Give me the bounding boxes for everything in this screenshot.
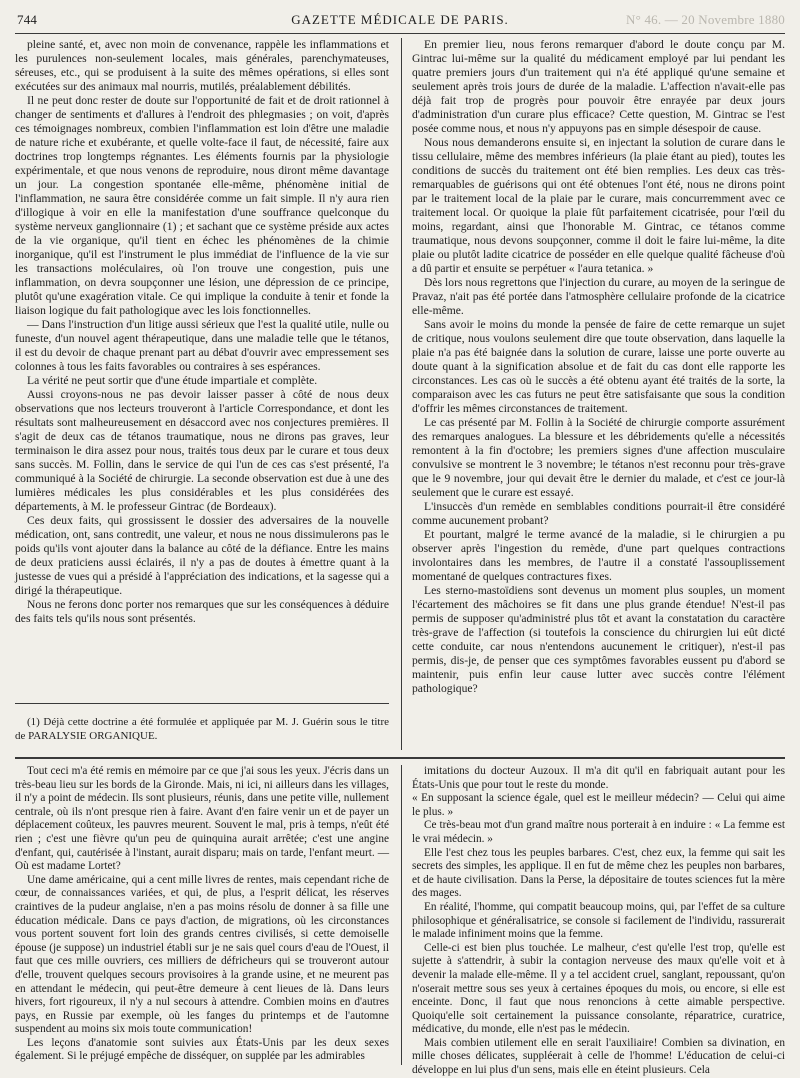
- paragraph: L'insuccès d'un remède en semblables conditions pourrait-il être considéré comme aucunement probant?: [412, 500, 785, 527]
- section-rule: [15, 757, 785, 759]
- paragraph: Tout ceci m'a été remis en mémoire par ce que j'ai sous les yeux. J'écris dans un très-beau lieu sur les bords de la Gironde. Mais, ni ici, ni ailleurs dans les villages, il n'y a point de médecin. Ils sont plusieurs, réunis, dans une petite ville, nullement centrale, où ils n'ont presque rien à faire. Avant d'en faire venir un et de payer un déplacement coûteux, les pauvres meurent. Souvent le mal, pris à temps, n'eût été rien ; c'est une fièvre qu'un peu de quinquina aurait arrêtée; c'est une angine d'enfant, qui, cautérisée à l'instant, aurait disparu; mais on tarde, l'enfant meurt. — Où est madame Lortet?: [15, 765, 389, 873]
- paragraph: Sans avoir le moins du monde la pensée de faire de cette remarque un sujet de critique, nous voulons seulement dire que toute observation, dans laquelle la plaie n'a pas été baignée dans la solution de curare, laisse une porte ouverte au doute quant à la signification absolue et de fait du cas dont elle rapporte les circonstances. Les cas où le succès a été obtenu ayant été traités de la sorte, la comparaison avec les cas futurs ne peut être satisfaisante que sous la condition d'offrir les mêmes circonstances de traitement.: [412, 318, 785, 415]
- paragraph: La vérité ne peut sortir que d'une étude impartiale et complète.: [27, 374, 318, 387]
- journal-title: GAZETTE MÉDICALE DE PARIS.: [291, 12, 509, 27]
- paragraph: Nous ne ferons donc porter nos remarques que sur les conséquences à déduire des faits tels qu'ils nous sont présentés.: [15, 598, 389, 625]
- page-header: [15, 10, 785, 32]
- paragraph: Dès lors nous regrettons que l'injection du curare, au moyen de la seringue de Pravaz, n'ait pas été portée dans l'atmosphère cellulaire profonde de la cicatrice elle-même.: [412, 276, 785, 317]
- quote: « En supposant la science égale, quel est le meilleur médecin? — Celui qui aime le plus. »: [412, 792, 785, 818]
- paragraph: Celle-ci est bien plus touchée. Le malheur, c'est qu'elle l'est trop, qu'elle est sujette à s'attendrir, à subir la contagion nerveuse des maux qu'elle voit et à devenir la malade elle-même. Il y a tel accident cruel, sanglant, repoussant, qu'on n'oserait mettre sous ses yeux à certaines époques du mois, ou encore, si elle est enceinte. Donc, il faut que nous renoncions à cette aimable perspective. Quoiqu'elle soit certainement la puissance consolante, réparatrice, curatrice, médicative, du monde, elle n'est pas le médecin.: [412, 941, 785, 1036]
- paragraph: Elle l'est chez tous les peuples barbares. C'est, chez eux, la femme qui sait les secrets des simples, les applique. Il en fut de même chez les peuples non barbares, et de haute civilisation. Dans la Perse, la dépositaire de toutes sciences fut la mère des mages.: [412, 846, 785, 900]
- paragraph: Il ne peut donc rester de doute sur l'opportunité de fait et de droit rationnel à changer de sentiments et d'allures à l'endroit des phlegmasies ; on voit, d'après ces témoignages nombreux, combien l'inflammation est loin d'être une maladie de nature riche et exubérante, et quelle volte-face il faut, de nécessité, faire aux doctrines trop longtemps régnantes. Les éléments fournis par la physiologie expérimentale, et que nous venons de reproduire, nous diront même davantage un jour. La congestion spontanée elle-même, phénomène initial de l'inflammation, ne saura être considérée comme un fait simple. Il n'y aura rien d'illogique à voir en elle la manifestation d'une souffrance quelconque du système nerveux ganglionnaire (1) ; et sachant que ce système préside aux actes de la vie organique, qu'il tient en échec les phénomènes de la chimie inorganique, qu'il est l'instrument le plus immédiat de l'influence de la vie sur les transactions moléculaires, où l'on trouve une congestion, puis une inflammation, on devra soupçonner une lésion, une dépression de ce principe, plutôt qu'une exagération vitale. Ce qui implique la conduite à tenir et fonde la liaison logique du fait pathologique avec les lois fonctionnelles.: [15, 94, 389, 317]
- paragraph: Une dame américaine, qui a cent mille livres de rentes, mais cependant riche de cœur, de connaissances variées, et qui, de plus, a l'esprit délicat, les réserves craintives de la pudeur anglaise, n'en a pas moins résolu de donner à sa fille une éducation médicale. Dans ce pays d'action, de migrations, où les circonstances vous portent souvent fort loin des grands centres civilisés, si cette demoiselle épouse (je suppose) un industriel établi sur je ne sais quel cours d'eau de l'Ouest, il faut que ces mille ouvriers, ces milliers de défricheurs qui se trouveront autour d'elle, trouvent quelques secours provisoires à la grande usine, et ne meurent pas en attendant le médecin, qui peut-être demeure à cent lieues de là. Dans leurs hivers, fort rigoureux, il n'y a nul secours à attendre. Combien moins en d'autres pays, en Russie par exemple, où les fanges du printemps et de l'automne suspendent au moins six mois toute communication!: [15, 873, 389, 1036]
- footnote-rule: [15, 703, 389, 704]
- paragraph: Ce très-beau mot d'un grand maître nous porterait à en induire : « La femme est le vrai médecin. »: [412, 819, 785, 845]
- issue-info: N° 46. — 20 Novembre 1880: [626, 12, 785, 27]
- paragraph: Mais combien utilement elle en serait l'auxiliaire! Combien sa divination, en mille choses délicates, suppléerait à celle de l'homme! L'éducation de celui-ci développe en lui plus d'un sens, mais elle en éteint plusieurs. Cela: [412, 1036, 785, 1077]
- bottom-left-column: [15, 765, 389, 1064]
- paragraph: Les leçons d'anatomie sont suivies aux États-Unis par les deux sexes également. Si le préjugé empêche de disséquer, on supplée par les admirables: [15, 1036, 389, 1063]
- paragraph: En réalité, l'homme, qui compatit beaucoup moins, qui, par l'effet de sa culture philosophique et généralisatrice, se console si facilement de l'individu, rassurerait le malade infiniment moins que la femme.: [412, 900, 785, 941]
- paragraph: Et pourtant, malgré le terme avancé de la maladie, si le chirurgien a pu observer après l'ingestion du remède, d'une part quelques contractions involontaires dans les membres, de l'autre il a constaté l'assouplissement momentané de quelques contractures fixes.: [412, 528, 785, 583]
- paragraph: — Dans l'instruction d'un litige aussi sérieux que l'est la qualité utile, nulle ou funeste, d'un nouvel agent thérapeutique, dans une maladie telle que le tétanos, il est du devoir de chaque prenant part au débat d'ouvrir avec empressement ses colonnes à tous les faits favorables ou contraires à ses espérances.: [15, 318, 389, 373]
- paragraph: Ces deux faits, qui grossissent le dossier des adversaires de la nouvelle médication, ont, sans contredit, une valeur, et nous ne nous dissimulerons pas le poids qu'ils vont ajouter dans la balance au côté de la défiance. Entre les mains de deux praticiens aussi éclairés, il n'y a pas de doutes à émettre quant à la justesse de vues qui a présidé à l'appréciation des indications, et la sagesse qui a dirigé la thérapeutique.: [15, 514, 389, 597]
- top-left-column: [15, 38, 389, 626]
- paragraph: Aussi croyons-nous ne pas devoir laisser passer à côté de nous deux observations que nos lecteurs trouveront à l'article Correspondance, et dont les résultats sont malheureusement en désaccord avec nos conjectures premières. Il s'agit de deux cas de tétanos traumatique, nous ne dirons pas graves, leur terminaison le dira assez pour nous, traités tous deux par le curare et tous deux sans succès. M. Follin, dans le service de qui l'un de ces cas s'est présenté, l'a communiqué à la Société de chirurgie. La seconde observation est due à une des lumières médicales les plus considérables et les plus considérées des départements, à M. le professeur Gintrac (de Bordeaux).: [15, 388, 389, 513]
- paragraph: Les sterno-mastoïdiens sont devenus un moment plus souples, un moment l'écartement des mâchoires se fit dans une plus grande étendue! N'est-il pas permis de supposer qu'administré plus tôt et avant la constatation du caractère très-grave de l'affection (si toutefois la conscience du chirurgien lui eût dicté cette conduite, car nous n'entendons aucunement le critiquer), n'est-il pas permis, dis-je, de penser que ces symptômes favorables eussent pu d'abord se maintenir, puis enfin leur cause lutter avec succès contre l'élément pathologique?: [412, 584, 785, 695]
- paragraph: Nous nous demanderons ensuite si, en injectant la solution de curare dans le tissu cellulaire, même des membres inférieurs (la plaie étant au pied), toutes les conditions de succès du traitement ont été bien remplies. Les deux cas très-remarquables de guérisons qui ont été obtenues l'ont été, nous ne dirons point par le traitement local de la plaie par le curare, mais concurremment avec ce traitement local. Or quoique la plaie fût parfaitement cicatrisée, pour l'œil du moins, regardant, ainsi que l'honorable M. Gintrac, ce tétanos comme traumatique, nous devons soupçonner, comme il doit le faire lui-même, la dite plaie ou plutôt ladite cicatrice de posséder en elle quelque qualité fâcheuse d'où a dû partir et ensuite se perpétuer « l'aura tetanica. »: [412, 136, 785, 275]
- paragraph: En premier lieu, nous ferons remarquer d'abord le doute conçu par M. Gintrac lui-même sur la qualité du médicament employé par lui pendant les quatre premiers jours d'un traitement qui n'a été appliqué qu'une semaine et seulement après trois jours de durée de la maladie. L'affection n'avait-elle pas déjà fait trop de progrès pour pouvoir être enrayée par deux jours d'administration d'un curare plus efficace? Cette question, M. Gintrac se l'est posée comme nous, et nous n'y appuyons pas en simple désespoir de cause.: [412, 38, 785, 135]
- footnote-text: (1) Déjà cette doctrine a été formulée et appliquée par M. J. Guérin sous le titre de PARALYSIE ORGANIQUE.: [15, 716, 389, 742]
- paragraph: pleine santé, et, avec non moin de convenance, rappèle les inflammations et les purulences non-seulement locales, mais générales, parenchymateuses, séreuses, etc., qui se produisent à la suite des mêmes opérations, si elles sont exécutées sur des animaux mal nourris, mutilés, préalablement débilités.: [15, 38, 389, 93]
- paragraph: Le cas présenté par M. Follin à la Société de chirurgie comporte assurément des remarques analogues. La blessure et les débridements qu'elle a nécessités remontent à la fin d'octobre; les premiers signes d'une affection musculaire convulsive se montrent le 3 novembre; le tétanos n'est reconnu pour très-grave que le 9 novembre, jour qui devait être le dernier du malade, et c'est ce jour-là seulement que le curare est essayé.: [412, 416, 785, 499]
- column-divider-bottom: [401, 765, 402, 1065]
- footnote: [15, 716, 389, 743]
- top-right-column: [412, 38, 785, 696]
- paragraph: imitations du docteur Auzoux. Il m'a dit qu'il en fabriquait autant pour les États-Unis que pour tout le reste du monde.: [412, 765, 785, 791]
- column-divider-top: [401, 38, 402, 750]
- bottom-right-column: [412, 765, 785, 1078]
- header-rule: [15, 33, 785, 34]
- page-number: 744: [17, 12, 38, 27]
